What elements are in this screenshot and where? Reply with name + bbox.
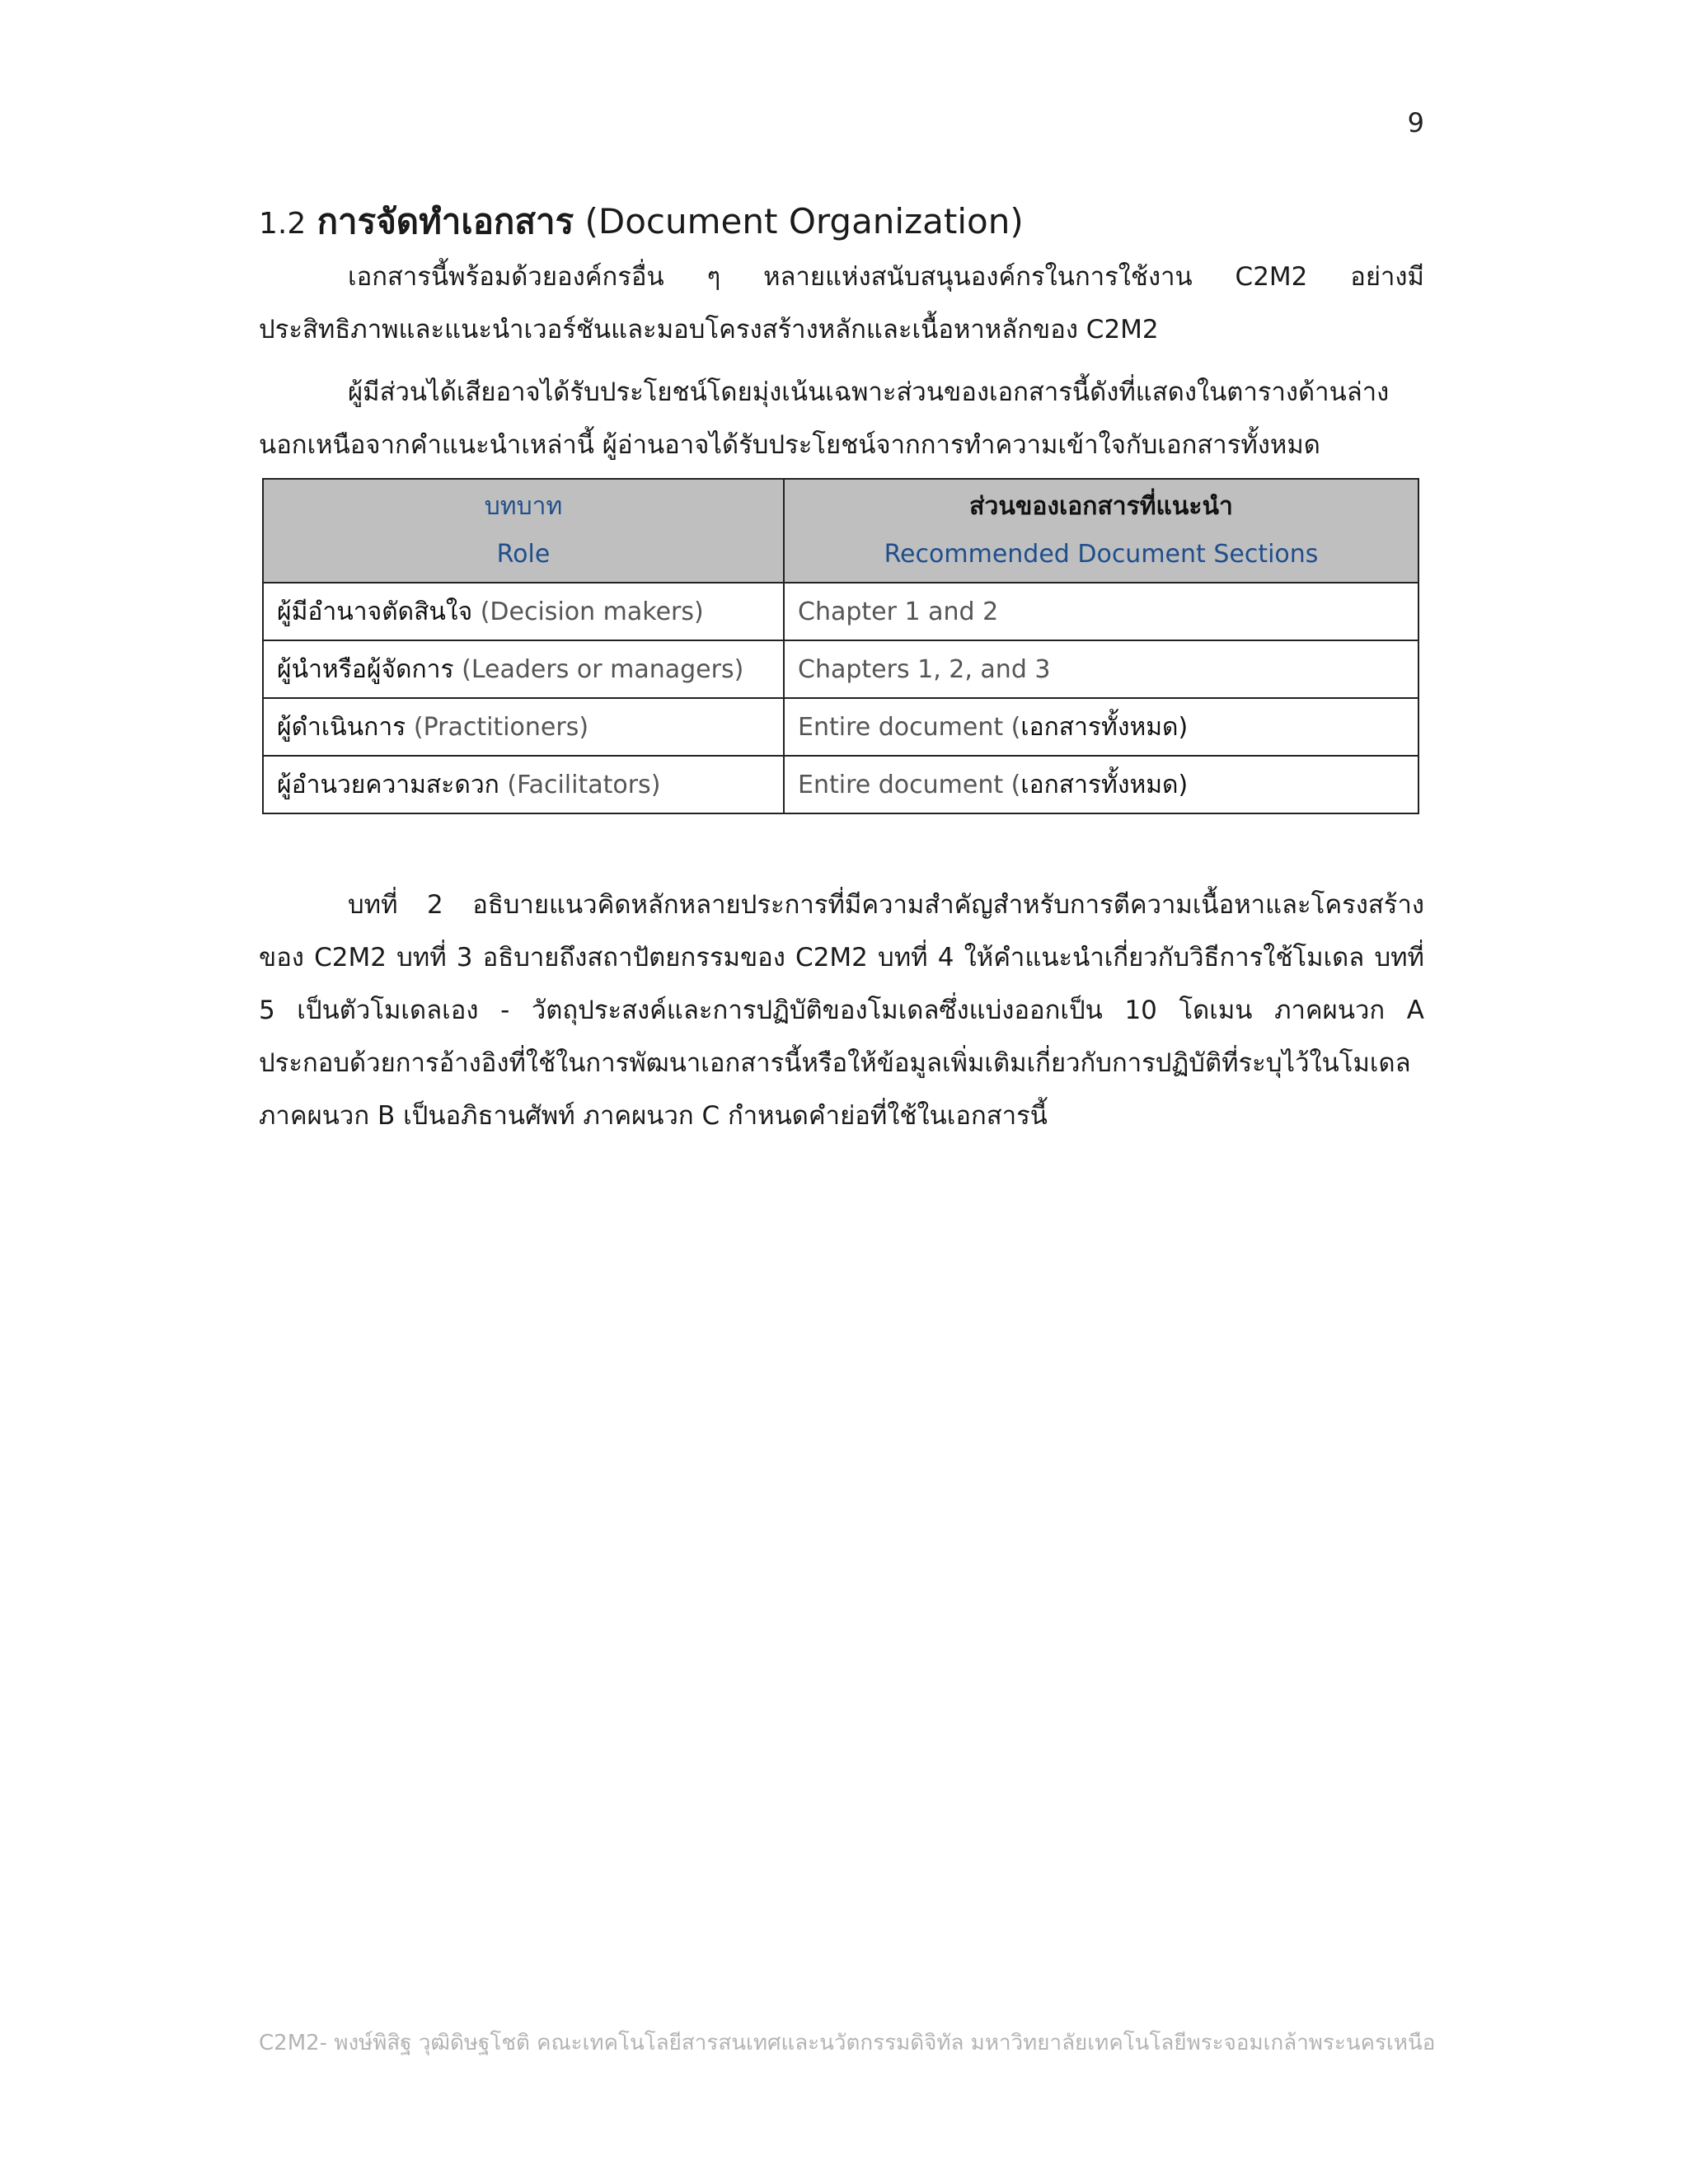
- paragraph-chapters-text: บทที่ 2 อธิบายแนวคิดหลักหลายประการที่มีความสำคัญสำหรับการตีความเนื้อหาและโครงสร้างของ C2M2 บทที่ 3 อธิบายถึงสถาปัตยกรรมของ C2M2 บทที่ 4 ให้คำแนะนำเกี่ยวกับวิธีการใช้โมเดล บทที่ 5 เป็นตัวโมเดลเอง - วัตถุประสงค์และการปฏิบัติของโมเดลซึ่งแบ่งออกเป็น 10 โดเมน ภาคผนวก A ประกอบด้วยการอ้างอิงที่ใช้ในการพัฒนาเอกสารนี้หรือให้ข้อมูลเพิ่มเติมเกี่ยวกับการปฏิบัติที่ระบุไว้ในโมเดล ภาคผนวก B เป็นอภิธานศัพท์ ภาคผนวก C กำหนดคำย่อที่ใช้ในเอกสารนี้: [259, 890, 1424, 1131]
- role-thai: ผู้อำนวยความสะดวก: [277, 770, 499, 799]
- role-thai: ผู้มีอำนาจตัดสินใจ: [277, 597, 473, 626]
- section-heading: [259, 194, 1024, 249]
- role-cell: [263, 640, 784, 698]
- header-sections-thai: ส่วนของเอกสารที่แนะนำ: [969, 492, 1233, 521]
- section-title-thai: การจัดทำเอกสาร: [316, 201, 574, 241]
- sections-cell: [784, 756, 1418, 813]
- role-sections-table: [262, 478, 1419, 814]
- table-header-row: [263, 479, 1418, 583]
- sections-cell: [784, 640, 1418, 698]
- section-number: 1.2: [259, 207, 307, 241]
- paragraph-intro-text: เอกสารนี้พร้อมด้วยองค์กรอื่น ๆ หลายแห่งสนับสนุนองค์กรในการใช้งาน C2M2 อย่างมีประสิทธิภาพและแนะนำเวอร์ชันและมอบโครงสร้างหลักและเนื้อหาหลักของ C2M2: [259, 262, 1424, 344]
- paragraph-intro: [259, 251, 1424, 356]
- header-sections-eng: Recommended Document Sections: [884, 540, 1319, 569]
- header-role-thai: บทบาท: [484, 492, 563, 521]
- role-eng: (Practitioners): [413, 712, 589, 742]
- sections-cell: [784, 583, 1418, 640]
- paragraph-chapters: [259, 879, 1424, 1142]
- paragraph-stakeholders: [259, 366, 1424, 471]
- sections-cell: [784, 698, 1418, 756]
- role-cell: [263, 698, 784, 756]
- role-eng: (Facilitators): [507, 770, 661, 799]
- table-row: [263, 756, 1418, 813]
- role-eng: (Leaders or managers): [462, 654, 744, 684]
- sections-eng: Chapters 1, 2, and 3: [798, 654, 1051, 684]
- table-row: [263, 640, 1418, 698]
- role-thai: ผู้นำหรือผู้จัดการ: [277, 654, 454, 684]
- role-cell: [263, 756, 784, 813]
- sections-eng: Chapter 1 and 2: [798, 597, 999, 626]
- header-role-eng: Role: [496, 540, 551, 569]
- sections-thai: เอกสารทั้งหมด): [1020, 712, 1189, 742]
- paragraph-stakeholders-text: ผู้มีส่วนได้เสียอาจได้รับประโยชน์โดยมุ่งเน้นเฉพาะส่วนของเอกสารนี้ดังที่แสดงในตารางด้านล่าง นอกเหนือจากคำแนะนำเหล่านี้ ผู้อ่านอาจได้รับประโยชน์จากการทำความเข้าใจกับเอกสารทั้งหมด: [259, 377, 1390, 460]
- section-title-english: (Document Organization): [584, 201, 1024, 241]
- role-cell: [263, 583, 784, 640]
- role-thai: ผู้ดำเนินการ: [277, 712, 406, 742]
- sections-thai: เอกสารทั้งหมด): [1020, 770, 1189, 799]
- page-footer: C2M2- พงษ์พิสิฐ วุฒิดิษฐโชติ คณะเทคโนโลยีสารสนเทศและนวัตกรรมดิจิทัล มหาวิทยาลัยเทคโนโลยีพระจอมเกล้าพระนครเหนือ: [259, 2031, 1436, 2055]
- header-sections: [784, 479, 1418, 583]
- sections-eng: Entire document (: [798, 770, 1021, 799]
- table-row: [263, 583, 1418, 640]
- page-number: 9: [1407, 107, 1424, 138]
- sections-eng: Entire document (: [798, 712, 1021, 742]
- table-row: [263, 698, 1418, 756]
- role-eng: (Decision makers): [480, 597, 704, 626]
- header-role: [263, 479, 784, 583]
